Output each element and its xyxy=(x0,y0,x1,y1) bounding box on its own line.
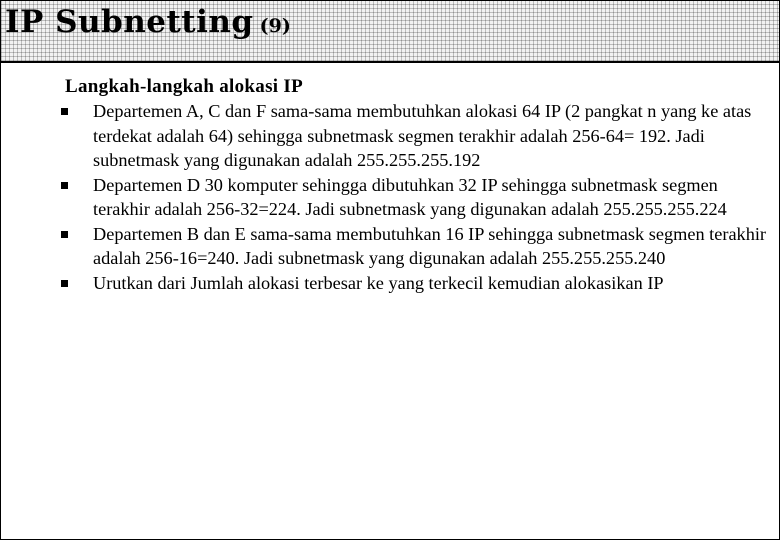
slide-body xyxy=(65,75,771,295)
square-bullet-icon xyxy=(61,231,68,238)
bullet-text: Departemen D 30 komputer sehingga dibutuhkan 32 IP sehingga subnetmask segmen terakhir adalah 256-32=224. Jadi subnetmask yang digunakan adalah 255.255.255.224 xyxy=(93,174,727,219)
bullet-text: Departemen B dan E sama-sama membutuhkan 16 IP sehingga subnetmask segmen terakhir adalah 256-16=240. Jadi subnetmask yang digunakan adalah 255.255.255.240 xyxy=(93,223,767,268)
section-heading: Langkah-langkah alokasi IP xyxy=(65,76,303,97)
title-divider xyxy=(1,61,779,63)
title-bar xyxy=(1,1,779,61)
title-text: IP Subnetting xyxy=(5,4,254,40)
title-suffix: (9) xyxy=(259,15,291,37)
list-item xyxy=(65,173,771,222)
square-bullet-icon xyxy=(61,280,68,287)
list-item xyxy=(65,99,771,173)
list-item xyxy=(65,271,771,296)
list-item xyxy=(65,222,771,271)
square-bullet-icon xyxy=(61,182,68,189)
slide-title xyxy=(5,4,291,40)
square-bullet-icon xyxy=(61,108,68,115)
bullet-list xyxy=(65,99,771,295)
bullet-text: Departemen A, C dan F sama-sama membutuhkan alokasi 64 IP (2 pangkat n yang ke atas terdekat adalah 64) sehingga subnetmask segmen terakhir adalah 256-64= 192. Jadi subnetmask yang digunakan adalah 255.255.255.192 xyxy=(93,101,752,170)
bullet-text: Urutkan dari Jumlah alokasi terbesar ke yang terkecil kemudian alokasikan IP xyxy=(93,272,664,293)
